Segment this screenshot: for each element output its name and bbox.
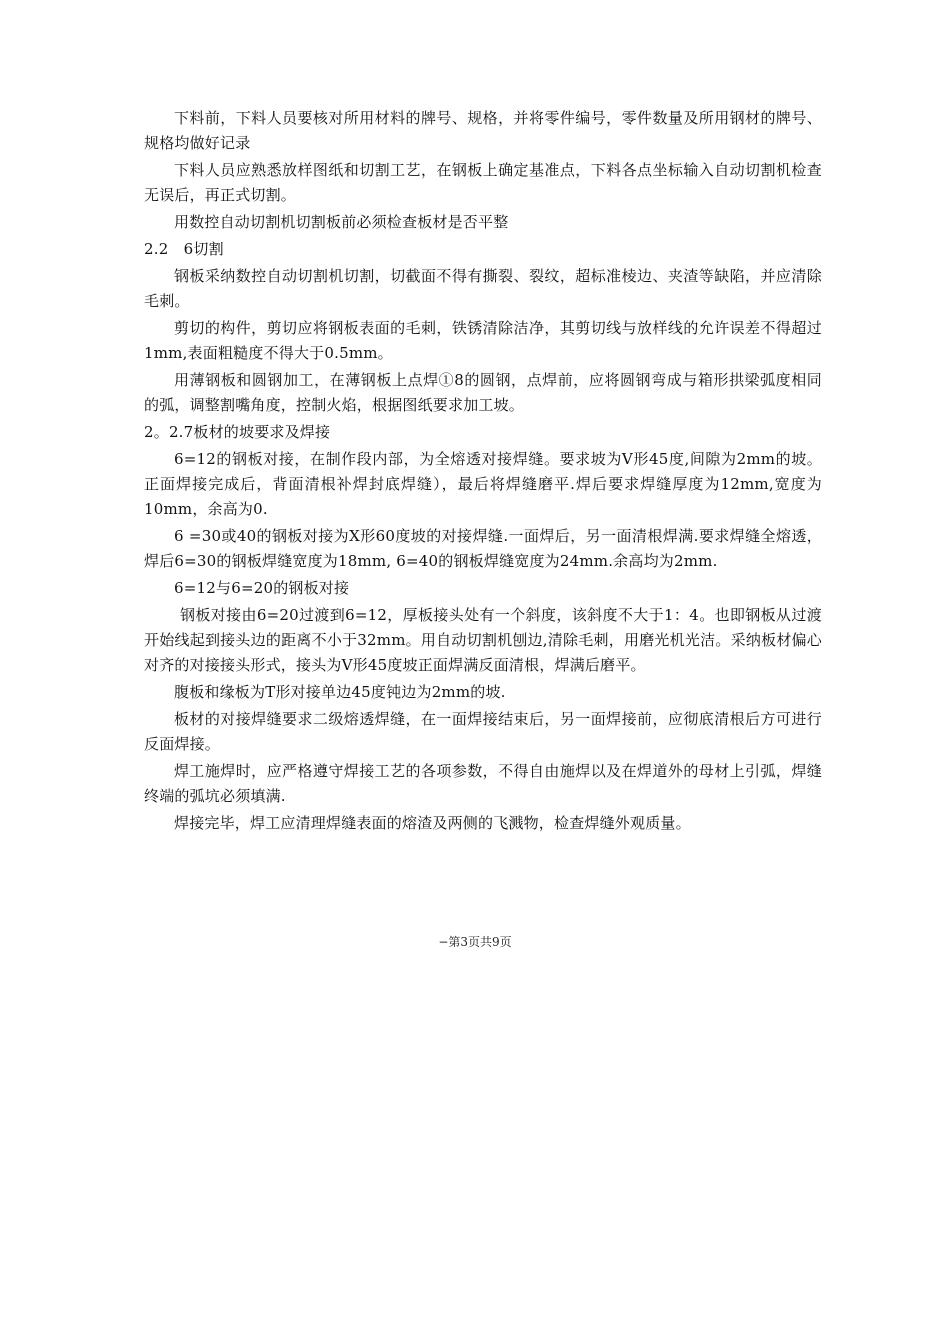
paragraph: 剪切的构件，剪切应将钢板表面的毛刺，铁锈清除洁净，其剪切线与放样线的允许误差不得超过1mm,表面粗糙度不得大于0.5mm。 xyxy=(144,319,822,362)
paragraph: 钢板采纳数控自动切割机切割，切截面不得有撕裂、裂纹，超标准棱边、夹渣等缺陷，并应清除毛刺。 xyxy=(144,267,822,310)
paragraph: 用数控自动切割机切割板前必须检查板材是否平整 xyxy=(174,213,509,231)
paragraph: 6 =30或40的钢板对接为X形60度坡的对接焊缝.一面焊后，另一面清根焊满.要求焊缝全熔透，焊后6=30的钢板焊缝宽度为18mm, 6=40的钢板焊缝宽度为24mm.余高均为2mm. xyxy=(144,527,822,570)
page-footer xyxy=(0,934,950,950)
paragraph: 下料前，下料人员要核对所用材料的牌号、规格，并将零件编号，零件数量及所用钢材的牌号、规格均做好记录 xyxy=(144,109,822,152)
section-heading: 2.2 6切割 xyxy=(144,240,224,258)
paragraph: 焊接完毕，焊工应清理焊缝表面的熔渣及两侧的飞溅物，检查焊缝外观质量。 xyxy=(174,814,691,832)
paragraph: 6=12与6=20的钢板对接 xyxy=(174,579,350,597)
paragraph: 腹板和缘板为T形对接单边45度钝边为2mm的坡. xyxy=(174,683,506,701)
paragraph: 6=12的钢板对接，在制作段内部，为全熔透对接焊缝。要求坡为V形45度,间隙为2mm的坡。正面焊接完成后，背面清根补焊封底焊缝），最后将焊缝磨平.焊后要求焊缝厚度为12mm,宽度为10mm，余高为0. xyxy=(144,450,822,518)
page-number: −第3页共9页 xyxy=(438,935,512,949)
paragraph: 下料人员应熟悉放样图纸和切割工艺，在钢板上确定基准点，下料各点坐标输入自动切割机检查无误后，再正式切割。 xyxy=(144,161,822,204)
paragraph: 焊工施焊时，应严格遵守焊接工艺的各项参数，不得自由施焊以及在焊道外的母材上引弧，焊缝终端的弧坑必须填满. xyxy=(144,762,822,805)
paragraph: 钢板对接由6=20过渡到6=12，厚板接头处有一个斜度，该斜度不大于1：4。也即钢板从过渡开始线起到接头边的距离不小于32mm。用自动切割机刨边,清除毛刺，用磨光机光洁。采纳板材偏心对齐的对接接头形式，接头为V形45度坡正面焊满反面清根，焊满后磨平。 xyxy=(144,606,822,674)
paragraph: 板材的对接焊缝要求二级熔透焊缝，在一面焊接结束后，另一面焊接前，应彻底清根后方可进行反面焊接。 xyxy=(144,710,822,753)
section-heading: 2。2.7板材的坡要求及焊接 xyxy=(144,423,331,441)
document-body xyxy=(144,106,822,838)
paragraph: 用薄钢板和圆钢加工，在薄钢板上点焊①8的圆钢，点焊前，应将圆钢弯成与箱形拱梁弧度相同的弧，调整割嘴角度，控制火焰，根据图纸要求加工坡。 xyxy=(144,371,822,414)
